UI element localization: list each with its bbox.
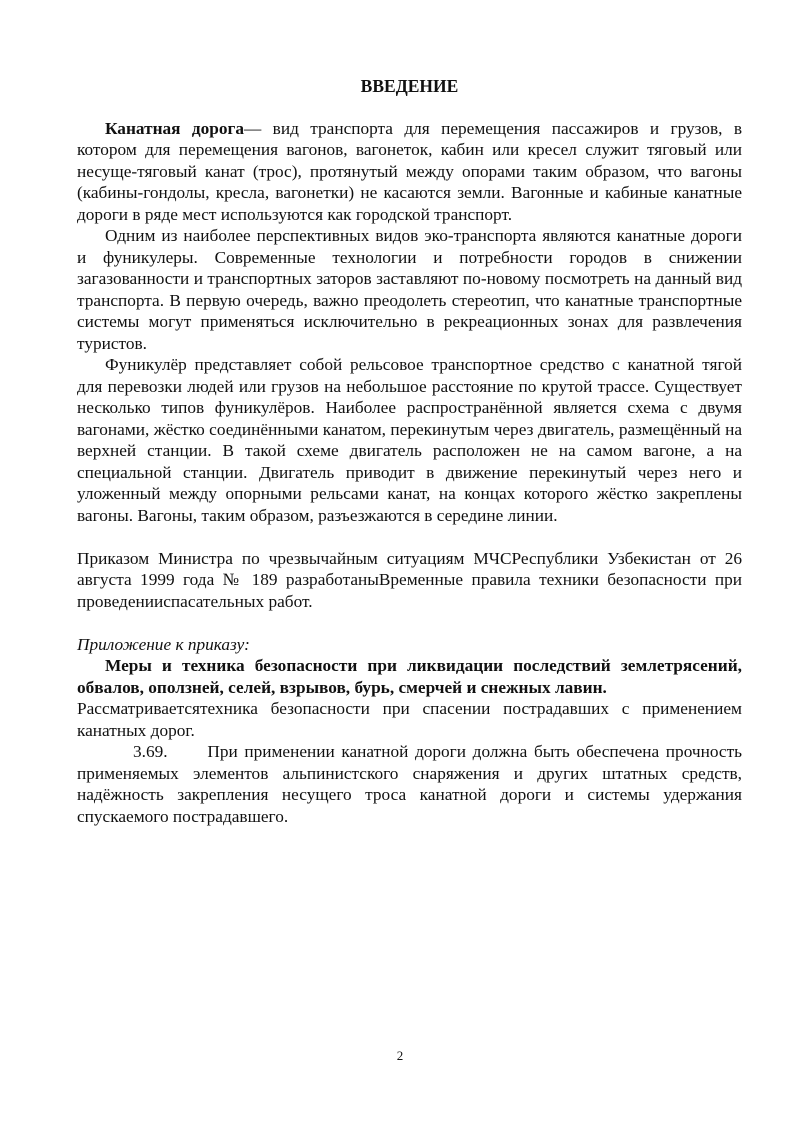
term-cable-car: Канатная дорога bbox=[105, 118, 245, 138]
paragraph-clause-3-69 bbox=[77, 741, 742, 827]
paragraph-order: Приказом Министра по чрезвычайным ситуациям МЧСРеспублики Узбекистан от 26 августа 1999 года № 189 разработаныВременные правила техники безопасности при проведенииспасательных работ. bbox=[77, 548, 742, 611]
appendix-title: Меры и техника безопасности при ликвидации последствий землетрясений, обвалов, оползней, селей, взрывов, бурь, смерчей и снежных лавин. bbox=[77, 656, 742, 697]
page-number: 2 bbox=[396, 1048, 404, 1063]
appendix-label: Приложение к приказу: bbox=[77, 634, 250, 654]
paragraph-funicular: Фуникулёр представляет собой рельсовое транспортное средство с канатной тягой для перевозки людей или грузов на небольшое расстояние по крутой трассе. Существует несколько типов фуникулёров. Наиболее распространённой является схема с двумя вагонами, жёстко соединёнными канатом, перекинутым через двигатель, размещённый на верхней станции. В такой схеме двигатель расположен не на самом вагоне, а на специальной станции. Двигатель приводит в движение перекинутый через него и уложенный между опорными рельсами канат, на концах которого жёстко закреплены вагоны. Вагоны, таким образом, разъезжаются в середине линии. bbox=[77, 355, 742, 525]
paragraph-cable-car-definition bbox=[77, 118, 742, 226]
paragraph-eco-transport: Одним из наиболее перспективных видов эко-транспорта являются канатные дороги и фуникулеры. Современные технологии и потребности городов в снижении загазованности и транспортных заторов заставляют по-новому посмотреть на данный вид транспорта. В первую очередь, важно преодолеть стереотип, что канатные транспортные системы могут применяться исключительно в рекреационных зонах для развлечения туристов. bbox=[77, 226, 742, 353]
paragraph-rescue-safety: Рассматриваетсятехника безопасности при спасении пострадавших с применением канатных дорог. bbox=[77, 699, 742, 740]
clause-number: 3.69. bbox=[133, 742, 168, 761]
spacer bbox=[77, 612, 742, 634]
paragraph-cable-car-text: — вид транспорта для перемещения пассажиров и грузов, в котором для перемещения вагонов, вагонеток, кабин или кресел служит тяговый или несуще-тяговый канат (трос), протянутый между опорами таким образом, что вагоны (кабины-гондолы, кресла, вагонетки) не касаются земли. Вагонные и кабиные канатные дороги в ряде мест используются как городской транспорт. bbox=[77, 118, 742, 224]
document-title: ВВЕДЕНИЕ bbox=[360, 76, 459, 96]
document-body bbox=[77, 76, 742, 827]
spacer bbox=[77, 526, 742, 548]
clause-text: При применении канатной дороги должна быть обеспечена прочность применяемых элементов альпинистского снаряжения и других штатных средств, надёжность закрепления несущего троса канатной дороги и системы удержания спускаемого пострадавшего. bbox=[77, 742, 743, 826]
